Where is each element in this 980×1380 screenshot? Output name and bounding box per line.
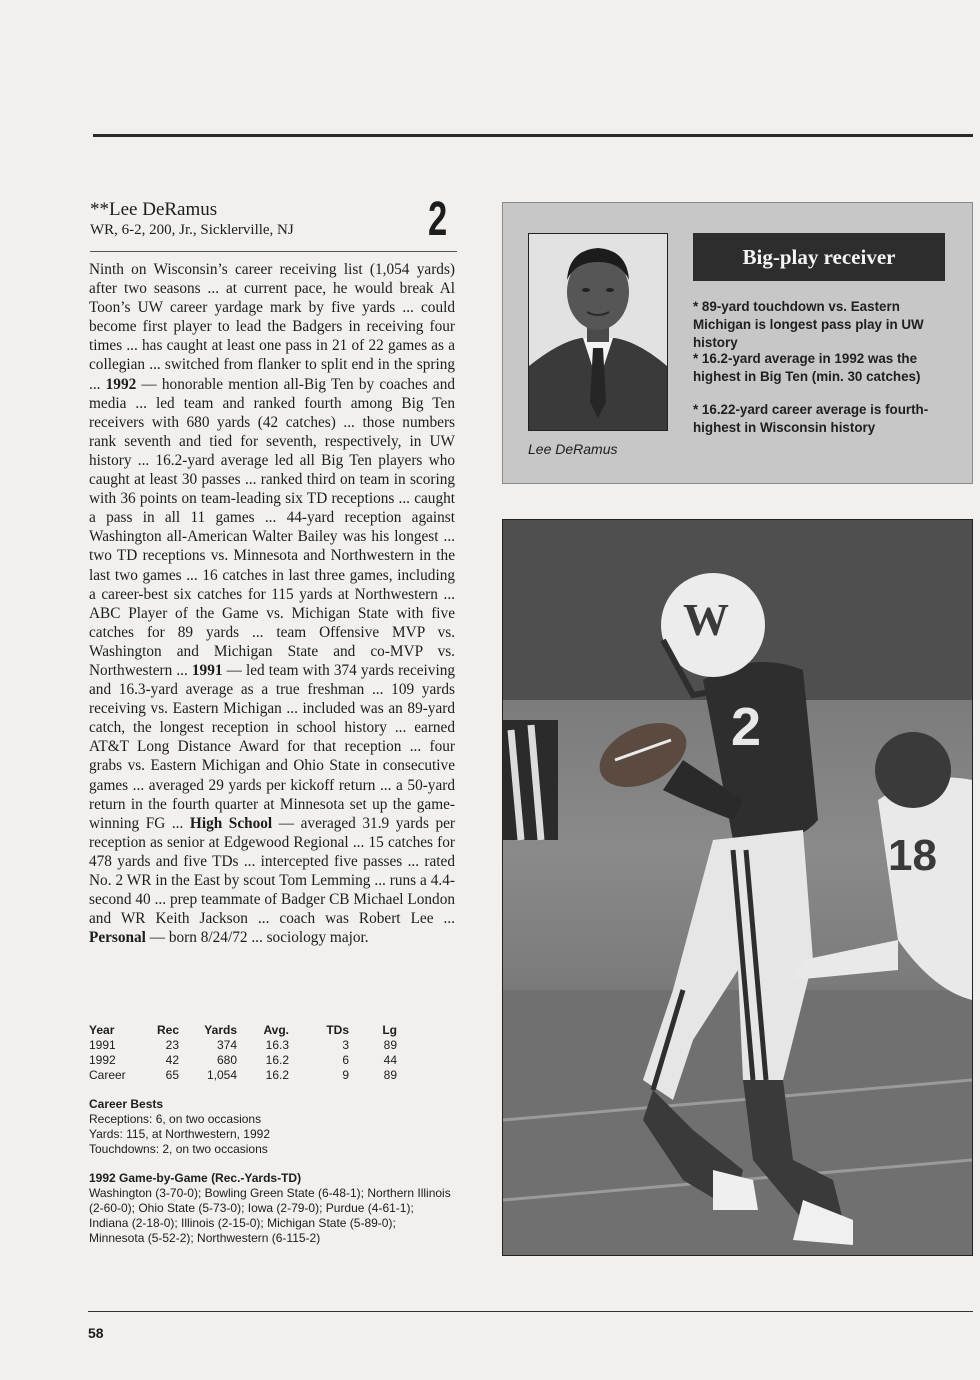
bottom-rule — [88, 1311, 973, 1312]
col-tds: TDs — [326, 1022, 349, 1037]
game-by-game-text: Washington (3-70-0); Bowling Green State (6-48-1); Northern Illinois (2-60-0); Ohio State (5-73-0); Iowa (2-79-0); Purdue (4-61-1); Indiana (2-18-0); Illinois (2-15-0); Michigan State (5-89-0); Minnesota (5-52-2); Northwestern (6-115-2) — [89, 1186, 451, 1245]
col-year: Year — [89, 1022, 115, 1037]
headshot-photo — [528, 233, 668, 431]
page-number: 58 — [88, 1325, 104, 1341]
sidebar-bullet: * 89-yard touchdown vs. Eastern Michigan is longest pass play in UW history — [693, 299, 924, 350]
player-info: WR, 6-2, 200, Jr., Sicklerville, NJ — [90, 222, 294, 238]
table-row: 1991 23 374 16.3 3 89 — [89, 1038, 397, 1052]
photo-caption: Lee DeRamus — [528, 441, 618, 457]
defender-jersey-number: 18 — [888, 831, 937, 880]
stats-table — [89, 1022, 397, 1083]
career-best-yards: Yards: 115, at Northwestern, 1992 — [89, 1127, 270, 1141]
career-bests-heading: Career Bests — [89, 1097, 164, 1111]
col-avg: Avg. — [263, 1022, 289, 1037]
bio-text: Ninth on Wisconsin’s career receiving list (1,054 yards) after two seasons ... at current pace, he would break Al Toon’s UW career yardage mark by five yards ... could become first player to lead the Badgers in receiving four times ... has caught at least one pass in 21 of 22 games as a collegian ... switched from flanker to split end in the spring ... 1992 — honorable mention all-Big Ten by coaches and media ... led team and ranked fourth among Big Ten receivers with 680 yards (42 catches) ... those numbers rank seventh and tied for seventh, respectively, in UW history ... 16.2-yard average led all Big Ten players who caught at least 30 passes ... ranked third on team in scoring with 36 points on team-leading six TD receptions ... caught a pass in all 11 games ... 44-yard reception against Washington all-American Walter Bailey was his longest ... two TD receptions vs. Minnesota and Northwestern in the last two games ... 16 catches in last three games, including a career-best six catches for 115 yards at Northwestern ... ABC Player of the Game vs. Michigan State with five catches for 89 yards ... team Offensive MVP vs. Washington and Michigan State and co-MVP vs. Northwestern ... 1991 — led team with 374 yards receiving and 16.3-yard average as a true freshman ... 109 yards receiving vs. Eastern Michigan ... included was an 89-yard catch, the longest reception in school history ... earned AT&T Long Distance Award for that reception ... four grabs vs. Eastern Michigan and Ohio State in consecutive games ... averaged 29 yards per kickoff return ... a 50-yard return in the fourth quarter at Minnesota set up the game-winning FG ... High School — averaged 31.9 yards per reception as senior at Edgewood Regional ... 15 catches for 478 yards and five TDs ... intercepted five passes ... rated No. 2 WR in the East by scout Tom Lemming ... runs a 4.4-second 40 ... prep teammate of Badger CB Michael London and WR Keith Jackson ... coach was Robert Lee ... Personal — born 8/24/72 ... sociology major. — [89, 261, 456, 947]
table-row: 1992 42 680 16.2 6 44 — [89, 1053, 397, 1067]
table-row: Career 65 1,054 16.2 9 89 — [89, 1068, 397, 1082]
col-yards: Yards — [204, 1022, 237, 1037]
action-photo — [502, 519, 973, 1256]
col-rec: Rec — [156, 1022, 179, 1037]
player-name: **Lee DeRamus — [90, 199, 218, 220]
sidebar-bullet: * 16.22-yard career average is fourth-highest in Wisconsin history — [693, 402, 929, 435]
top-rule — [93, 134, 973, 137]
sidebar-bullet: * 16.2-yard average in 1992 was the highest in Big Ten (min. 30 catches) — [693, 351, 921, 384]
jersey-number: 2 — [428, 193, 448, 246]
stats-header-row — [89, 1022, 397, 1038]
divider — [90, 251, 457, 252]
personal-label: Personal — [89, 929, 146, 947]
col-lg: Lg — [382, 1022, 397, 1037]
player-jersey-number: 2 — [731, 697, 762, 757]
helmet-logo: W — [683, 594, 729, 645]
career-best-touchdowns: Touchdowns: 2, on two occasions — [89, 1142, 268, 1156]
game-by-game-heading: 1992 Game-by-Game (Rec.-Yards-TD) — [89, 1171, 302, 1185]
high-school-label: High School — [189, 814, 273, 832]
career-best-receptions: Receptions: 6, on two occasions — [89, 1112, 262, 1126]
sidebar-title-banner: Big-play receiver — [693, 233, 945, 281]
year-1992-label: 1992 — [105, 375, 137, 393]
year-1991-label: 1991 — [191, 661, 223, 679]
